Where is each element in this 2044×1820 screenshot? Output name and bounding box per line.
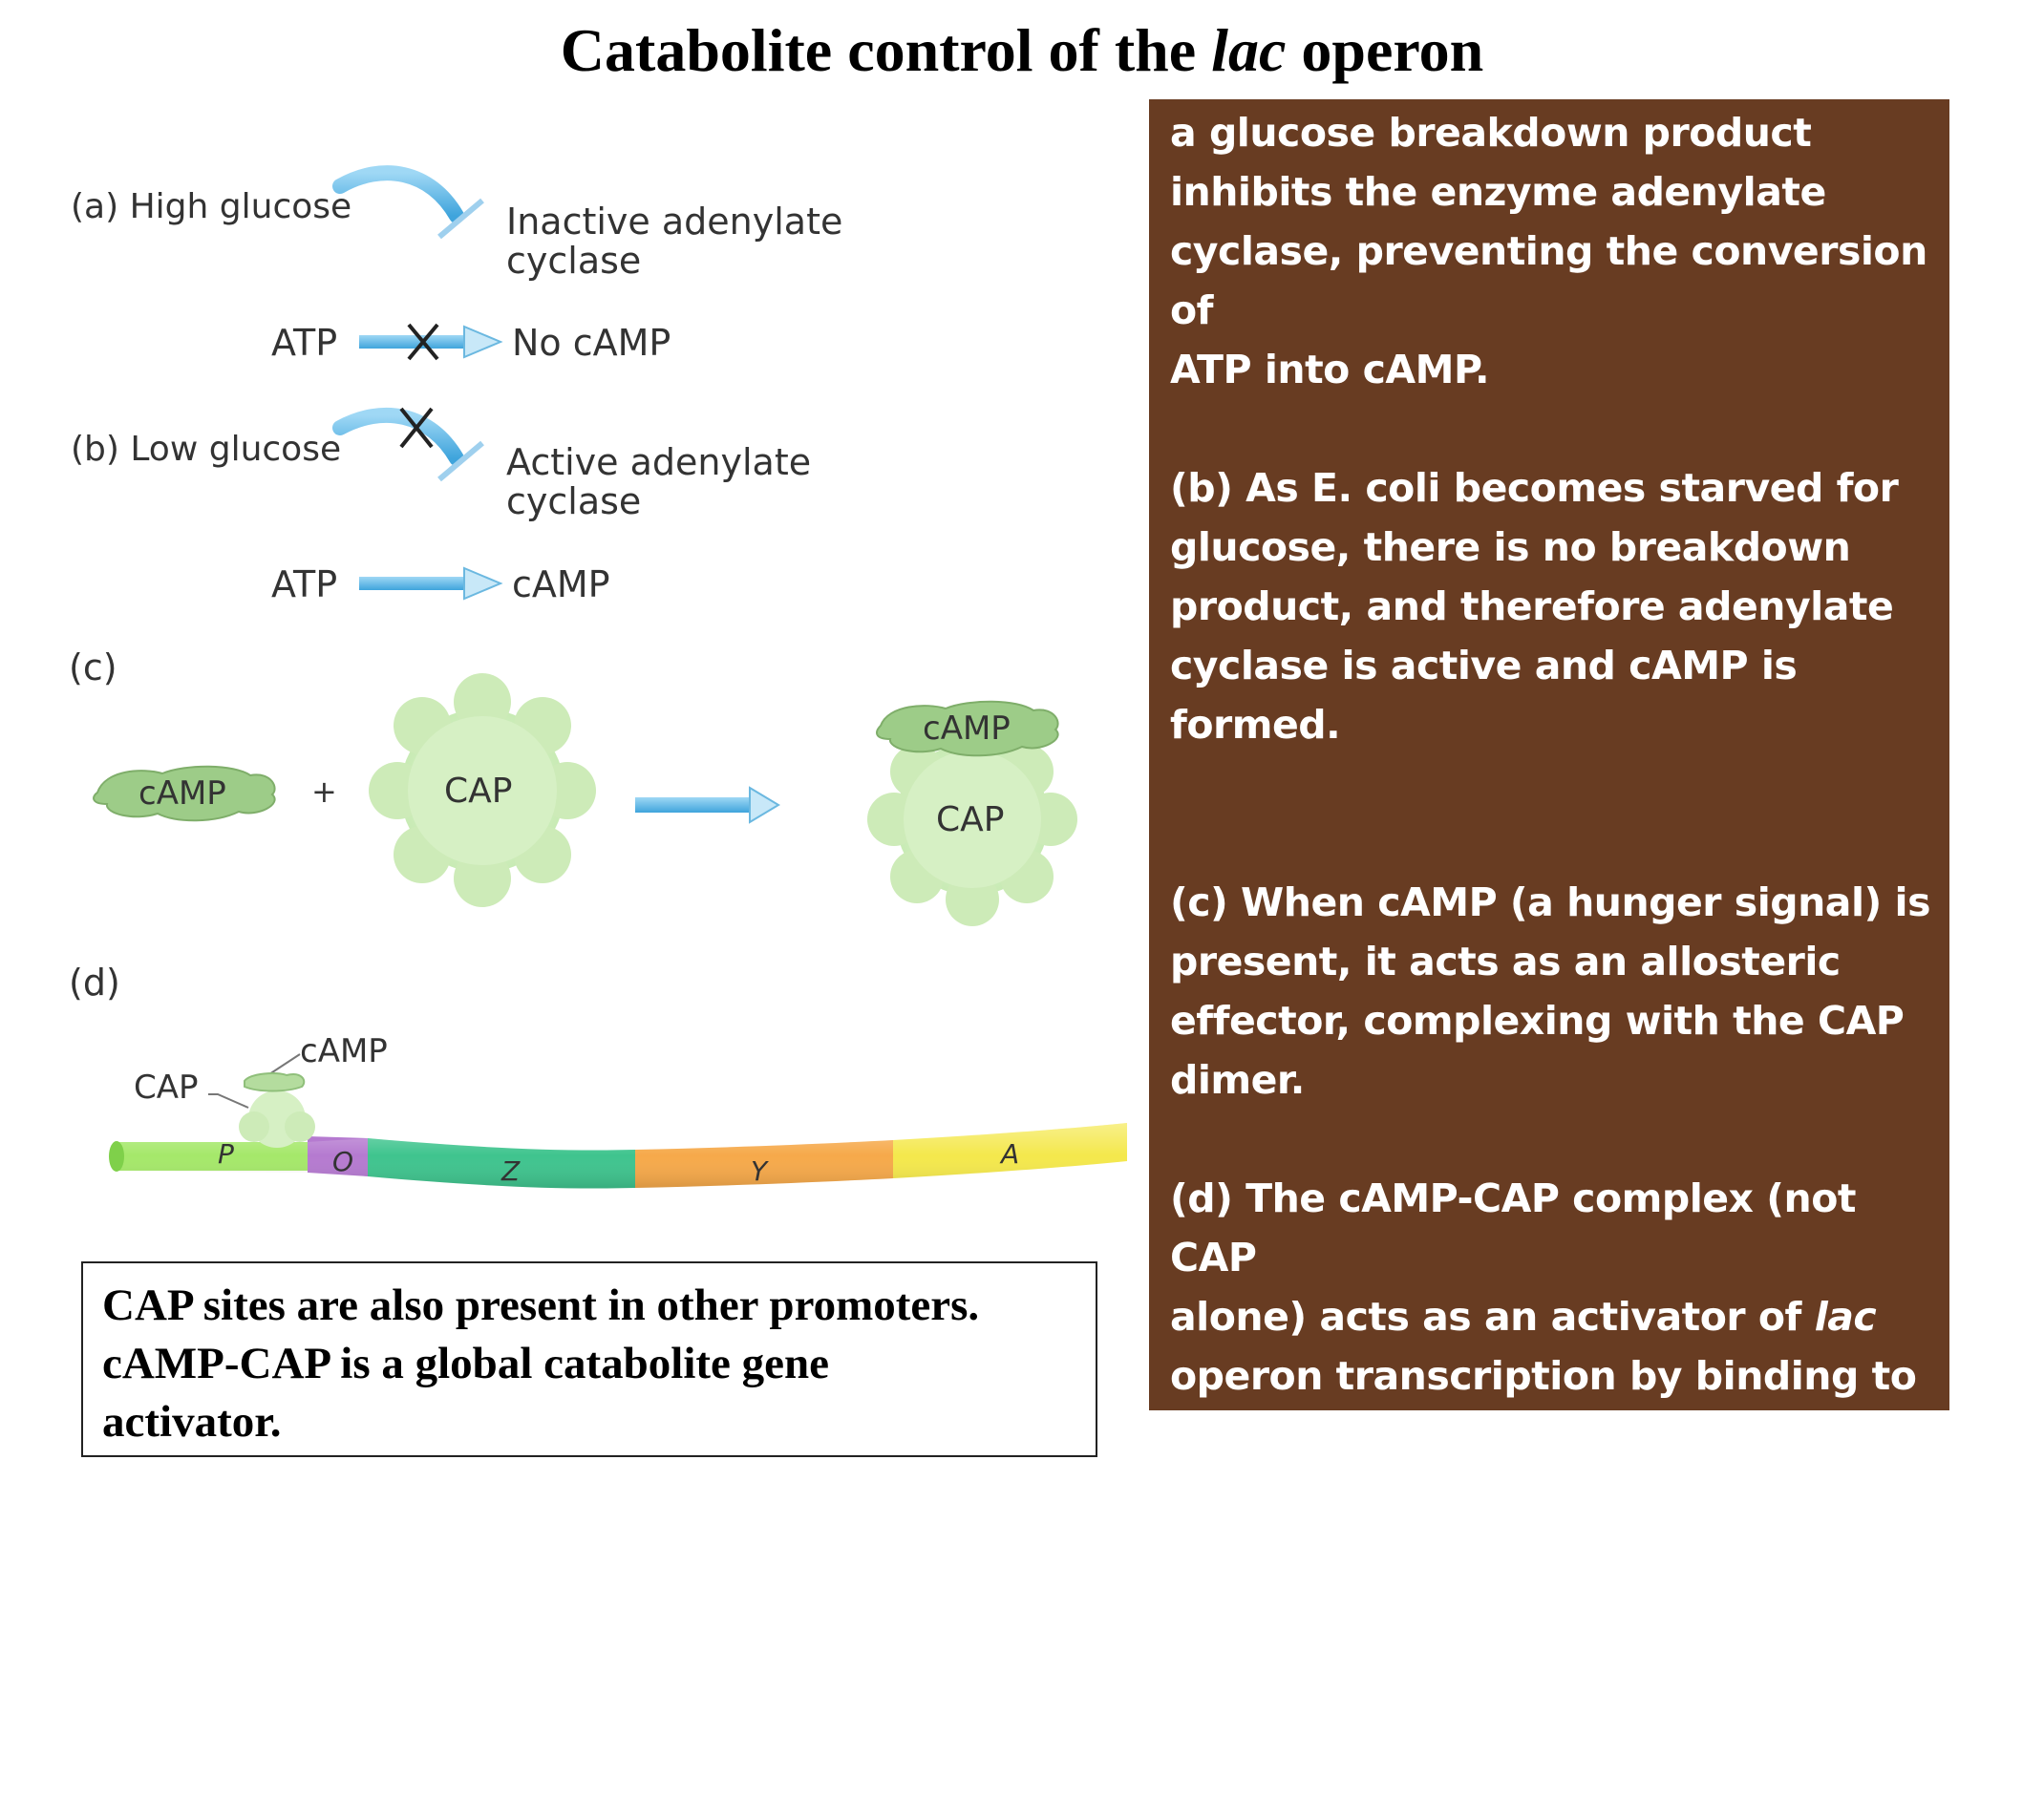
panel-a-line1: a glucose breakdown product: [1170, 110, 1812, 156]
reaction-arrow-c: [635, 788, 778, 822]
page-title: Catabolite control of the lac operon: [560, 16, 1484, 84]
panel-b-line2: glucose, there is no breakdown: [1170, 524, 1851, 570]
panel-c-line1: (c) When cAMP (a hunger signal) is: [1170, 879, 1930, 925]
cap-on-promoter: [239, 1073, 315, 1148]
panel-a-line4: ATP into cAMP.: [1170, 347, 1490, 392]
gene-a: A: [1001, 1138, 1020, 1170]
label-cap-d: CAP: [134, 1069, 199, 1107]
label-cap-c: CAP: [444, 772, 513, 811]
blocked-arrow-a: [359, 325, 500, 359]
panel-c-line3: effector, complexing with the CAP: [1170, 998, 1905, 1044]
cap-sites-note: [81, 1261, 1097, 1457]
panel-d-line2: alone) acts as an activator of lac: [1170, 1294, 1877, 1340]
inhibition-arrow-a: [340, 173, 482, 237]
panel-d-line4: region within the lac promoter. (CAP: [1170, 1471, 1842, 1577]
label-c: (c): [69, 646, 117, 688]
inhibition-arrow-b: [340, 409, 482, 479]
panel-a-line3: cyclase, preventing the conversion of: [1170, 228, 1927, 333]
label-camp-d: cAMP: [300, 1032, 388, 1070]
label-b-low-glucose: (b) Low glucose: [71, 430, 342, 469]
note-line1: CAP sites are also present in other promoters.: [102, 1280, 980, 1330]
label-atp-a: ATP: [271, 322, 338, 364]
panel-d-line1: (d) The cAMP-CAP complex (not CAP: [1170, 1175, 1856, 1280]
panel-d-line6: = cyclic adenosine monophosphate): [1170, 1708, 1571, 1813]
panel-d-line3: operon transcription by binding to a: [1170, 1353, 1917, 1458]
panel-d-line5: = catabolite activator protein; cAMP: [1170, 1590, 1826, 1695]
label-no-camp: No cAMP: [512, 322, 671, 364]
lac-operon-diagram: [0, 0, 1146, 1241]
panel-c-line2: present, it acts as an allosteric: [1170, 939, 1841, 984]
explanation-panel: [1149, 99, 1949, 1813]
panel-b-line1: (b) As E. coli becomes starved for: [1170, 465, 1899, 511]
label-active-cyclase: cyclase: [506, 480, 642, 522]
label-atp-b: ATP: [271, 563, 338, 605]
label-inactive-adenylate: Inactive adenylate: [506, 201, 843, 243]
gene-y: Y: [751, 1155, 768, 1187]
panel-b-line3: product, and therefore adenylate: [1170, 583, 1894, 629]
label-cap-complex: CAP: [936, 800, 1005, 839]
gene-o: O: [332, 1146, 354, 1177]
label-camp-b: cAMP: [512, 563, 610, 605]
note-line2: cAMP-CAP is a global catabolite gene: [102, 1339, 830, 1388]
panel-a-line2: inhibits the enzyme adenylate: [1170, 169, 1826, 215]
label-inactive-cyclase: cyclase: [506, 240, 642, 282]
panel-c-line4: dimer.: [1170, 1057, 1305, 1103]
label-a-high-glucose: (a) High glucose: [71, 187, 352, 226]
panel-b-line4: cyclase is active and cAMP is formed.: [1170, 643, 1798, 748]
note-line3: activator.: [102, 1397, 282, 1447]
label-active-adenylate: Active adenylate: [506, 441, 812, 483]
plus-sign: +: [311, 773, 337, 810]
arrow-atp-to-camp: [359, 568, 500, 599]
gene-p: P: [218, 1138, 234, 1170]
gene-z: Z: [501, 1155, 521, 1187]
label-d: (d): [69, 962, 120, 1004]
label-camp-complex: cAMP: [923, 709, 1011, 748]
label-camp-c: cAMP: [138, 774, 226, 813]
